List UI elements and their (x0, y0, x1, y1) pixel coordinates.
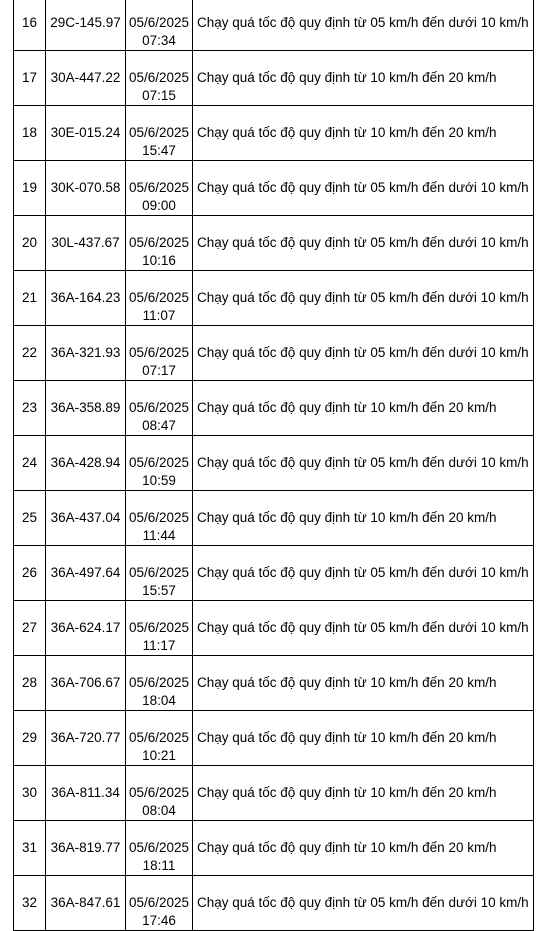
row-number-cell (14, 656, 46, 711)
license-plate: 30K-070.58 (50, 180, 121, 195)
violation-date: 05/6/2025 (128, 675, 190, 690)
violation-date: 05/6/2025 (128, 180, 190, 195)
datetime-cell (126, 821, 193, 876)
table-row (14, 326, 534, 381)
row-number-cell (14, 491, 46, 546)
violation-cell (193, 216, 534, 271)
datetime-cell (126, 216, 193, 271)
violation-description: Chạy quá tốc độ quy định từ 05 km/h đến dưới 10 km/h (197, 345, 529, 360)
row-number-cell (14, 381, 46, 436)
violation-cell (193, 0, 534, 51)
datetime-cell (126, 436, 193, 491)
license-plate: 36A-497.64 (50, 565, 121, 580)
license-plate: 30E-015.24 (50, 125, 121, 140)
violation-cell (193, 876, 534, 931)
violation-description: Chạy quá tốc độ quy định từ 10 km/h đến 20 km/h (197, 840, 497, 855)
violation-description: Chạy quá tốc độ quy định từ 05 km/h đến dưới 10 km/h (197, 180, 529, 195)
license-plate: 36A-428.94 (50, 455, 121, 470)
license-plate: 36A-358.89 (50, 400, 121, 415)
row-number: 27 (21, 620, 38, 635)
row-number: 28 (21, 675, 38, 690)
violation-cell (193, 491, 534, 546)
license-plate: 29C-145.97 (50, 15, 121, 30)
violation-cell (193, 326, 534, 381)
license-plate-cell (46, 51, 126, 106)
datetime-cell (126, 711, 193, 766)
violation-date: 05/6/2025 (128, 70, 190, 85)
datetime-cell (126, 546, 193, 601)
row-number: 21 (21, 290, 38, 305)
table-row (14, 766, 534, 821)
row-number: 17 (21, 70, 38, 85)
table-row (14, 0, 534, 51)
violation-date: 05/6/2025 (128, 840, 190, 855)
row-number: 23 (21, 400, 38, 415)
license-plate-cell (46, 381, 126, 436)
license-plate: 30A-447.22 (50, 70, 121, 85)
license-plate-cell (46, 491, 126, 546)
violation-time: 07:17 (142, 363, 176, 378)
table-row (14, 601, 534, 656)
table-row (14, 271, 534, 326)
violation-date: 05/6/2025 (128, 455, 190, 470)
license-plate-cell (46, 876, 126, 931)
row-number: 20 (21, 235, 38, 250)
violation-date: 05/6/2025 (128, 895, 190, 910)
violation-cell (193, 546, 534, 601)
violation-description: Chạy quá tốc độ quy định từ 05 km/h đến dưới 10 km/h (197, 235, 529, 250)
license-plate: 36A-321.93 (50, 345, 121, 360)
violation-description: Chạy quá tốc độ quy định từ 05 km/h đến dưới 10 km/h (197, 455, 529, 470)
violation-cell (193, 436, 534, 491)
license-plate-cell (46, 601, 126, 656)
license-plate: 36A-706.67 (50, 675, 121, 690)
row-number-cell (14, 161, 46, 216)
table-row (14, 491, 534, 546)
license-plate-cell (46, 271, 126, 326)
violation-cell (193, 271, 534, 326)
violation-cell (193, 381, 534, 436)
table-row (14, 876, 534, 931)
violation-description: Chạy quá tốc độ quy định từ 10 km/h đến 20 km/h (197, 125, 497, 140)
row-number: 31 (21, 840, 38, 855)
license-plate: 30L-437.67 (51, 235, 120, 250)
table-row (14, 711, 534, 766)
violation-time: 11:44 (142, 528, 176, 543)
violation-date: 05/6/2025 (128, 785, 190, 800)
datetime-cell (126, 161, 193, 216)
row-number-cell (14, 821, 46, 876)
license-plate-cell (46, 216, 126, 271)
row-number: 26 (21, 565, 38, 580)
violation-date: 05/6/2025 (128, 345, 190, 360)
table-row (14, 436, 534, 491)
datetime-cell (126, 766, 193, 821)
violation-time: 18:04 (142, 693, 176, 708)
table-row (14, 381, 534, 436)
license-plate-cell (46, 821, 126, 876)
violation-description: Chạy quá tốc độ quy định từ 10 km/h đến 20 km/h (197, 785, 497, 800)
license-plate: 36A-847.61 (50, 895, 121, 910)
row-number: 30 (21, 785, 38, 800)
table-row (14, 546, 534, 601)
violation-time: 11:17 (142, 638, 176, 653)
row-number-cell (14, 876, 46, 931)
datetime-cell (126, 51, 193, 106)
license-plate-cell (46, 0, 126, 51)
violation-time: 07:15 (142, 88, 176, 103)
table-row (14, 161, 534, 216)
datetime-cell (126, 271, 193, 326)
license-plate-cell (46, 656, 126, 711)
datetime-cell (126, 491, 193, 546)
table-row (14, 106, 534, 161)
violation-cell (193, 161, 534, 216)
license-plate: 36A-811.34 (51, 785, 120, 800)
row-number: 19 (21, 180, 38, 195)
row-number: 24 (21, 455, 38, 470)
row-number-cell (14, 0, 46, 51)
row-number-cell (14, 436, 46, 491)
violations-table (13, 0, 534, 931)
violation-date: 05/6/2025 (128, 510, 190, 525)
datetime-cell (126, 601, 193, 656)
row-number-cell (14, 271, 46, 326)
license-plate: 36A-624.17 (50, 620, 121, 635)
violation-time: 18:11 (142, 858, 176, 873)
table-row (14, 821, 534, 876)
violation-time: 17:46 (142, 913, 176, 928)
row-number-cell (14, 601, 46, 656)
table-row (14, 216, 534, 271)
datetime-cell (126, 326, 193, 381)
datetime-cell (126, 381, 193, 436)
license-plate-cell (46, 436, 126, 491)
row-number: 16 (21, 15, 38, 30)
violations-table-body (14, 0, 534, 931)
row-number-cell (14, 546, 46, 601)
violation-time: 15:47 (142, 143, 176, 158)
row-number: 25 (21, 510, 38, 525)
row-number-cell (14, 766, 46, 821)
license-plate-cell (46, 161, 126, 216)
violation-cell (193, 766, 534, 821)
row-number-cell (14, 711, 46, 766)
violation-description: Chạy quá tốc độ quy định từ 10 km/h đến 20 km/h (197, 400, 497, 415)
violation-date: 05/6/2025 (128, 620, 190, 635)
license-plate-cell (46, 326, 126, 381)
violation-cell (193, 821, 534, 876)
violation-date: 05/6/2025 (128, 400, 190, 415)
violation-description: Chạy quá tốc độ quy định từ 10 km/h đến 20 km/h (197, 510, 497, 525)
violation-time: 08:04 (142, 803, 176, 818)
violation-description: Chạy quá tốc độ quy định từ 10 km/h đến 20 km/h (197, 70, 497, 85)
violation-time: 08:47 (142, 418, 176, 433)
violation-time: 10:59 (142, 473, 176, 488)
license-plate: 36A-437.04 (50, 510, 121, 525)
license-plate: 36A-720.77 (50, 730, 121, 745)
violation-cell (193, 711, 534, 766)
violation-description: Chạy quá tốc độ quy định từ 05 km/h đến dưới 10 km/h (197, 620, 529, 635)
violation-time: 10:21 (142, 748, 176, 763)
violation-cell (193, 601, 534, 656)
violation-time: 10:16 (142, 253, 176, 268)
violation-cell (193, 51, 534, 106)
violation-time: 15:57 (142, 583, 176, 598)
row-number: 18 (21, 125, 38, 140)
datetime-cell (126, 106, 193, 161)
violation-date: 05/6/2025 (128, 125, 190, 140)
violation-date: 05/6/2025 (128, 730, 190, 745)
table-row (14, 51, 534, 106)
license-plate-cell (46, 106, 126, 161)
license-plate-cell (46, 546, 126, 601)
license-plate: 36A-819.77 (50, 840, 121, 855)
violation-date: 05/6/2025 (128, 290, 190, 305)
violation-description: Chạy quá tốc độ quy định từ 05 km/h đến dưới 10 km/h (197, 290, 529, 305)
violation-description: Chạy quá tốc độ quy định từ 05 km/h đến dưới 10 km/h (197, 565, 529, 580)
license-plate-cell (46, 766, 126, 821)
row-number-cell (14, 216, 46, 271)
datetime-cell (126, 0, 193, 51)
violation-cell (193, 656, 534, 711)
row-number: 29 (21, 730, 38, 745)
row-number-cell (14, 326, 46, 381)
row-number: 22 (21, 345, 38, 360)
table-row (14, 656, 534, 711)
violation-cell (193, 106, 534, 161)
license-plate-cell (46, 711, 126, 766)
license-plate: 36A-164.23 (50, 290, 121, 305)
violation-description: Chạy quá tốc độ quy định từ 05 km/h đến dưới 10 km/h (197, 895, 529, 910)
violation-description: Chạy quá tốc độ quy định từ 05 km/h đến dưới 10 km/h (197, 15, 529, 30)
violation-time: 09:00 (142, 198, 176, 213)
violation-date: 05/6/2025 (128, 235, 190, 250)
row-number-cell (14, 106, 46, 161)
datetime-cell (126, 656, 193, 711)
violation-time: 07:34 (142, 33, 176, 48)
violation-description: Chạy quá tốc độ quy định từ 10 km/h đến 20 km/h (197, 730, 497, 745)
violation-time: 11:07 (142, 308, 176, 323)
violation-description: Chạy quá tốc độ quy định từ 10 km/h đến 20 km/h (197, 675, 497, 690)
datetime-cell (126, 876, 193, 931)
violation-date: 05/6/2025 (128, 15, 190, 30)
violation-date: 05/6/2025 (128, 565, 190, 580)
row-number: 32 (21, 895, 38, 910)
row-number-cell (14, 51, 46, 106)
